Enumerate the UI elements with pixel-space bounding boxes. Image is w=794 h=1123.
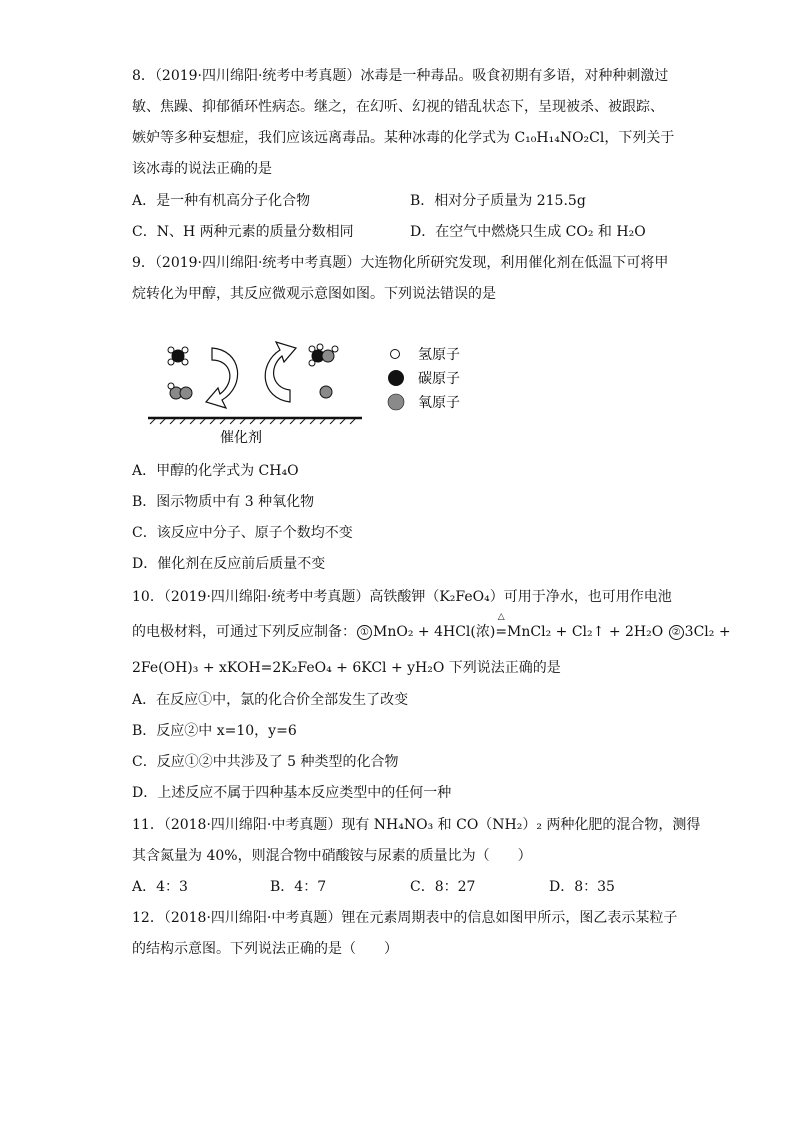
mark-2-icon: ② [669,625,684,640]
q9-option-b: B．图示物质中有 3 种氧化物 [132,494,315,510]
carbon-legend-label: 碳原子 [418,371,460,387]
methane-molecule [168,347,188,365]
mark-1-icon: ① [357,625,372,640]
q8-text-line-4: 该冰毒的说法正确的是 [132,161,272,177]
q9-option-c: C．该反应中分子、原子个数均不变 [132,525,353,541]
curved-arrow-down-icon [206,348,238,408]
q12-text-line-1: 12．（2018·四川绵阳·中考真题）锂在元素周期表中的信息如图甲所示，图乙表示某粒子 [132,910,678,926]
q9-option-a: A．甲醇的化学式为 CH₄O [132,463,299,479]
q10-eq2-start: 3Cl₂ + [684,624,731,640]
oxygen-atom [320,386,332,398]
oxygen-molecule [168,383,192,399]
q9-option-d: D．催化剂在反应前后质量不变 [132,556,326,572]
curved-arrow-up-icon [265,342,296,402]
q10-text-line-1: 10．（2019·四川绵阳·统考中考真题）高铁酸钾（K₂FeO₄）可用于净水，也可用作电池 [132,589,672,605]
q11-option-c: C．8：27 [410,879,476,895]
q9-text-line-1: 9．（2019·四川绵阳·统考中考真题）大连物化所研究发现，利用催化剂在低温下可将甲 [132,255,669,271]
oxygen-legend-swatch [388,394,404,410]
q9-text-line-2: 烷转化为甲醇，其反应微观示意图如图。下列说法错误的是 [132,286,496,302]
q10-option-c: C．反应①②中共涉及了 5 种类型的化合物 [132,754,399,770]
q10-eq1-sign: = [495,624,508,640]
q8-option-b: B．相对分子质量为 215.5g [410,193,586,209]
q10-option-a: A．在反应①中，氯的化合价全部发生了改变 [132,692,409,708]
q10-line2-prefix: 的电极材料，可通过下列反应制备： [132,624,356,640]
q8-option-c: C．N、H 两种元素的质量分数相同 [132,224,354,240]
q10-option-b: B．反应②中 x=10，y=6 [132,723,297,739]
reaction-diagram [140,336,480,448]
q10-option-d: D．上述反应不属于四种基本反应类型中的任何一种 [132,785,452,801]
q11-option-a: A．4：3 [132,879,188,895]
q8-text-line-2: 敏、焦躁、抑郁循环性病态。继之，在幻听、幻视的错乱状态下，呈现被杀、被跟踪、 [132,99,664,115]
q8-option-d: D．在空气中燃烧只生成 CO₂ 和 H₂O [410,224,646,240]
methanol-molecule [309,344,338,366]
q8-text-line-3: 嫉妒等多种妄想症，我们应该远离毒品。某种冰毒的化学式为 C₁₀H₁₄NO₂Cl，下列关于 [132,130,675,146]
q8-option-a: A．是一种有机高分子化合物 [132,193,311,209]
q11-option-d: D．8：35 [549,879,615,895]
q10-text-line-3: 2Fe(OH)₃ + xKOH=2K₂FeO₄ + 6KCl + yH₂O 下列说法正确的是 [132,660,561,676]
q11-text-line-2: 其含氮量为 40%，则混合物中硝酸铵与尿素的质量比为（ ） [132,848,532,864]
q11-text-line-1: 11．（2018·四川绵阳·中考真题）现有 NH₄NO₃ 和 CO（NH₂）₂ 两种化肥的混合物，测得 [132,817,701,833]
q8-text-line-1: 8．（2019·四川绵阳·统考中考真题）冰毒是一种毒品。吸食初期有多语，对种种刺激过 [132,68,669,84]
heat-condition [495,612,508,642]
q10-eq1-right: MnCl₂ + Cl₂↑ + 2H₂O [507,624,664,640]
oxygen-legend-label: 氧原子 [418,395,460,411]
hydrogen-legend-label: 氢原子 [418,347,460,363]
q10-text-line-2 [132,612,731,642]
catalyst-label: 催化剂 [220,430,262,446]
heat-triangle-icon: △ [497,612,505,622]
q12-text-line-2: 的结构示意图。下列说法正确的是（ ） [132,941,398,957]
q10-eq1-left: MnO₂ + 4HCl(浓) [373,624,496,640]
carbon-legend-swatch [388,370,404,386]
hydrogen-legend-swatch [391,350,400,359]
q11-option-b: B．4：7 [270,879,327,895]
